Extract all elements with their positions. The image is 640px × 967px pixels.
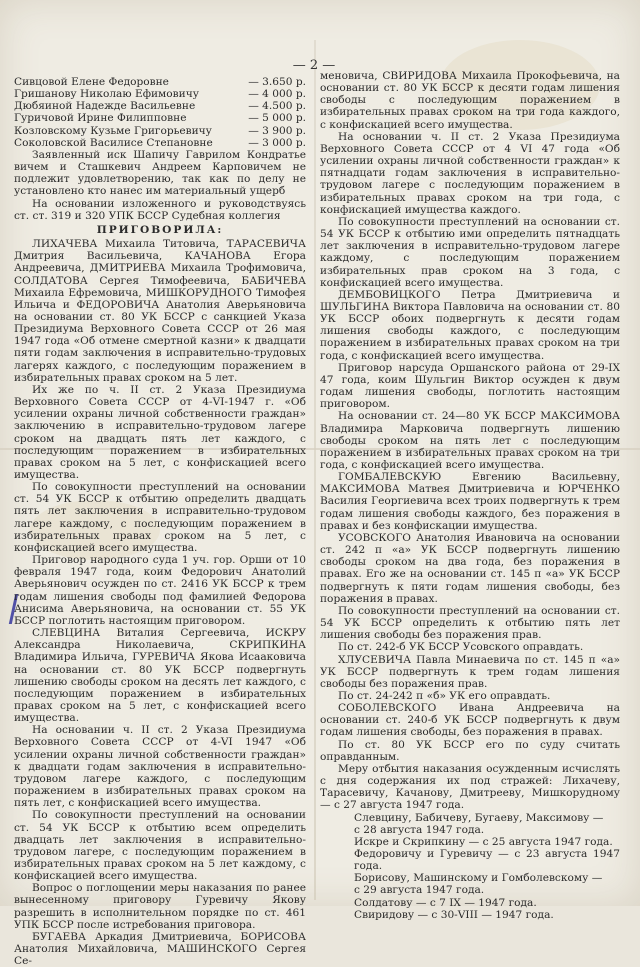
sentence-date-line: Солдатову — с 7 IX — 1947 года. <box>354 896 537 909</box>
amount-value: — 3 900 р. <box>248 124 306 137</box>
amount-row <box>14 76 306 88</box>
amount-row <box>14 125 306 137</box>
paragraph: По ст. 80 УК БССР его по суду считать оправданным. <box>320 738 620 763</box>
paragraph: По совокупности преступлений на основании ст. 54 УК БССР к отбытию всем определить двадцать лет заключения в исправительно-трудовом лагере, с последующим поражением в избирательных правах сроком на 5 лет каждому, с конфискацией всего имущества. <box>14 809 306 883</box>
paragraph: Их же по ч. II ст. 2 Указа Президиума Верховного Совета СССР от 4-VI-1947 г. «Об усилении охраны личной собственности граждан» заключению в исправительно-трудовом лагере сроком на двадцать пять лет каждого, с последующим поражением в избирательных правах сроком на 5 лет, с конфискацией всего имущества. <box>14 383 306 481</box>
amount-row <box>14 88 306 100</box>
amount-name: Козловскому Кузьме Григорьевичу <box>14 124 212 137</box>
page-number: — 2 — <box>292 58 336 73</box>
amount-name: Соколовской Василисе Степановне <box>14 136 213 149</box>
paragraph: На основании ч. II ст. 2 Указа Президиума Верховного Совета СССР от 4-VI 1947 «Об усилении охраны личной собственности граждан» к двадцати годам заключения в исправительно-трудовом лагере каждого, с последующим поражением в избирательных правах сроком на пять лет, с конфискацией всего имущества. <box>14 724 306 810</box>
amount-value: — 4 000 р. <box>248 88 306 101</box>
amount-name: Дюбяиной Надежде Васильевне <box>14 100 196 113</box>
paragraph: На основании изложенного и руководствуясь ст. ст. 319 и 320 УПК БССР Судебная коллегия <box>14 197 306 222</box>
sentence-date-line: Слевцину, Бабичеву, Бугаеву, Максимову — <box>354 811 604 824</box>
paragraph: БУГАЕВА Аркадия Дмитриевича, БОРИСОВА Анатолия Михайловича, МАШИНСКОГО Сергея Се- <box>14 930 306 967</box>
left-column <box>14 76 306 967</box>
paragraph: Вопрос о поглощении меры наказания по ранее вынесенному приговору Гуревичу Якову разрешить в исполнительном порядке по ст. 461 УПК БССР после истребования приговора. <box>14 882 306 931</box>
paragraph: меновича, СВИРИДОВА Михаила Прокофьевича, на основании ст. 80 УК БССР к десяти годам лишения свободы с последующим поражением в избирательных правах сроком на три года каждого, с конфискацией всего имущества. <box>320 70 620 131</box>
amount-row <box>14 100 306 112</box>
paragraph: ЛИХАЧЕВА Михаила Титовича, ТАРАСЕВИЧА Дмитрия Васильевича, КАЧАНОВА Егора Андреевича, ДМИТРИЕВА Михаила Трофимовича, СОЛДАТОВА Сергея Тимофеевича, БАБИЧЕВА Михаила Ефремовича, МИШКОРУДНОГО Тимофея Ильича и ФЕДОРОВИЧА Анатолия Аверьяновича на основании ст. 80 УК БССР с санкцией Указа Президиума Верховного Совета СССР от 26 мая 1947 года «Об отмене смертной казни» к двадцати пяти годам заключения в исправительно-трудовых лагерях каждого, с последующим поражением в избирательных правах сроком на 5 лет. <box>14 238 306 384</box>
fold-line-vertical <box>314 40 316 900</box>
paragraph: По совокупности преступлений на основании ст. 54 УК БССР к отбытию определить двадцать пять лет заключения в исправительно-трудовом лагере каждому, с последующим поражением в избирательных правах сроком на 5 лет, с конфискацией всего имущества. <box>14 481 306 554</box>
amount-value: — 4.500 р. <box>248 100 306 113</box>
amount-row <box>14 137 306 149</box>
right-column <box>320 70 620 921</box>
amount-row <box>14 112 306 124</box>
amount-value: — 5 000 р. <box>248 112 306 125</box>
paragraph: На основании ч. II ст. 2 Указа Президиума Верховного Совета СССР от 4 VI 47 года «Об усилении охраны личной собственности граждан» к пятнадцати годам заключения в исправительно-трудовом лагере с последующим поражением в избирательных правах сроком на три года, с конфискацией имущества каждого. <box>320 130 620 216</box>
amounts-list <box>14 76 306 149</box>
amount-name: Сивцовой Елене Федоровне <box>14 76 169 88</box>
amount-name: Гришанову Николаю Ефимовичу <box>14 88 199 101</box>
paragraph: По ст. 24-242 п «б» УК его оправдать. <box>338 689 551 702</box>
paragraph: По совокупности преступлений на основании ст. 54 УК БССР определить к отбытию пять лет лишения свободы без поражения прав. <box>320 604 620 642</box>
paragraph: Приговор нарсуда Оршанского района от 29-IX 47 года, коим Шульгин Виктор осужден к двум годам лишения свободы, поглотить настоящим приговором. <box>320 361 620 411</box>
paragraph: СОБОЛЕВСКОГО Ивана Андреевича на основании ст. 240-б УК БССР подвергнуть к двум годам лишения свободы, без поражения в правах. <box>320 702 620 739</box>
sentence-date-line: Борисову, Машинскому и Гомболевскому — <box>354 872 603 885</box>
paragraph: ГОМБАЛЕВСКУЮ Евгению Васильевну, МАКСИМОВА Матвея Дмитриевича и ЮРЧЕНКО Василия Георгиевича всех троих подвергнуть к трем годам лишения свободы каждого, без поражения в правах и без конфискации имущества. <box>320 471 620 532</box>
paragraph: Меру отбытия наказания осужденным исчислять с дня содержания их под стражей: Лихачеву, Тарасевичу, Качанову, Дмитрееву, Мишкорудному — с 27 августа 1947 года. <box>320 762 620 812</box>
paragraph: Заявленный иск Шапичу Гаврилом Кондратье вичем и Сташкевич Андреем Карповичем не подлежит удовлетворению, так как по делу не установлено кто нанес им материальный ущерб <box>14 148 306 198</box>
sentence-date-line: Свиридову — с 30-VIII — 1947 года. <box>354 908 554 921</box>
sentence-date-line: Искре и Скрипкину — с 25 августа 1947 года. <box>354 835 613 848</box>
amount-value: — 3 000 р. <box>248 136 306 149</box>
amount-name: Гуричовой Ирине Филипповне <box>14 112 187 125</box>
verdict-heading: ПРИГОВОРИЛА: <box>96 223 224 236</box>
paragraph: ХЛУСЕВИЧА Павла Минаевича по ст. 145 п «а» УК БССР подвергнуть к трем годам лишения свободы без поражения прав. <box>320 653 620 690</box>
paragraph: По совокупности преступлений на основании ст. 54 УК БССР к отбытию ими определить пятнадцать лет заключения в исправительно-трудовом лагере каждому, с последующим поражением избирательных прав сроком на 3 года, с конфискацией всего имущества. <box>320 215 620 289</box>
paragraph: Приговор народного суда 1 уч. гор. Орши от 10 февраля 1947 года, коим Федорович Анатолий Аверьянович осужден по ст. 2416 УК БССР к трем годам лишения свободы под фамилией Федорова Анисима Аверьяновича, на основании ст. 55 УК БССР поглотить настоящим приговором. <box>14 554 306 627</box>
paragraph: На основании ст. 24—80 УК БССР МАКСИМОВА Владимира Марковича подвергнуть лишению свободы сроком на пять лет с последующим поражением в избирательных правах сроком на три года, с конфискацией всего имущества. <box>320 410 620 471</box>
amount-value: — 3.650 р. <box>248 76 306 88</box>
sentence-date-line: Федоровичу и Гуревичу — с 23 августа 1947 года. <box>354 848 620 873</box>
paragraph: ДЕМБОВИЦКОГО Петра Дмитриевича и ШУЛЬГИНА Виктора Павловича на основании ст. 80 УК БССР обоих подвергнуть к десяти годам лишения свободы каждого, с последующим поражением в избирательных правах сроком на три года, с конфискацией всего имущества. <box>320 288 620 362</box>
sentence-date-line: с 28 августа 1947 года. <box>354 823 485 836</box>
paragraph: УСОВСКОГО Анатолия Ивановича на основании ст. 242 п «а» УК БССР подвергнуть лишению свободы сроком на два года, без поражения в правах. Его же на основании ст. 145 п «а» УК БССР подвергнуть к пяти годам лишения свободы, без поражения в правах. <box>320 531 620 605</box>
paragraph: СЛЕВЦИНА Виталия Сергеевича, ИСКРУ Александра Николаевича, СКРИПКИНА Владимира Ильича, ГУРЕВИЧА Якова Исааковича на основании ст. 80 УК БССР подвергнуть лишению свободы сроком на десять лет каждого, с последующим поражением в избирательных правах сроком на 5 лет, с конфискацией всего имущества. <box>14 627 306 725</box>
sentence-date-line: с 29 августа 1947 года. <box>354 884 485 897</box>
paragraph: По ст. 242-б УК БССР Усовского оправдать. <box>338 641 584 654</box>
